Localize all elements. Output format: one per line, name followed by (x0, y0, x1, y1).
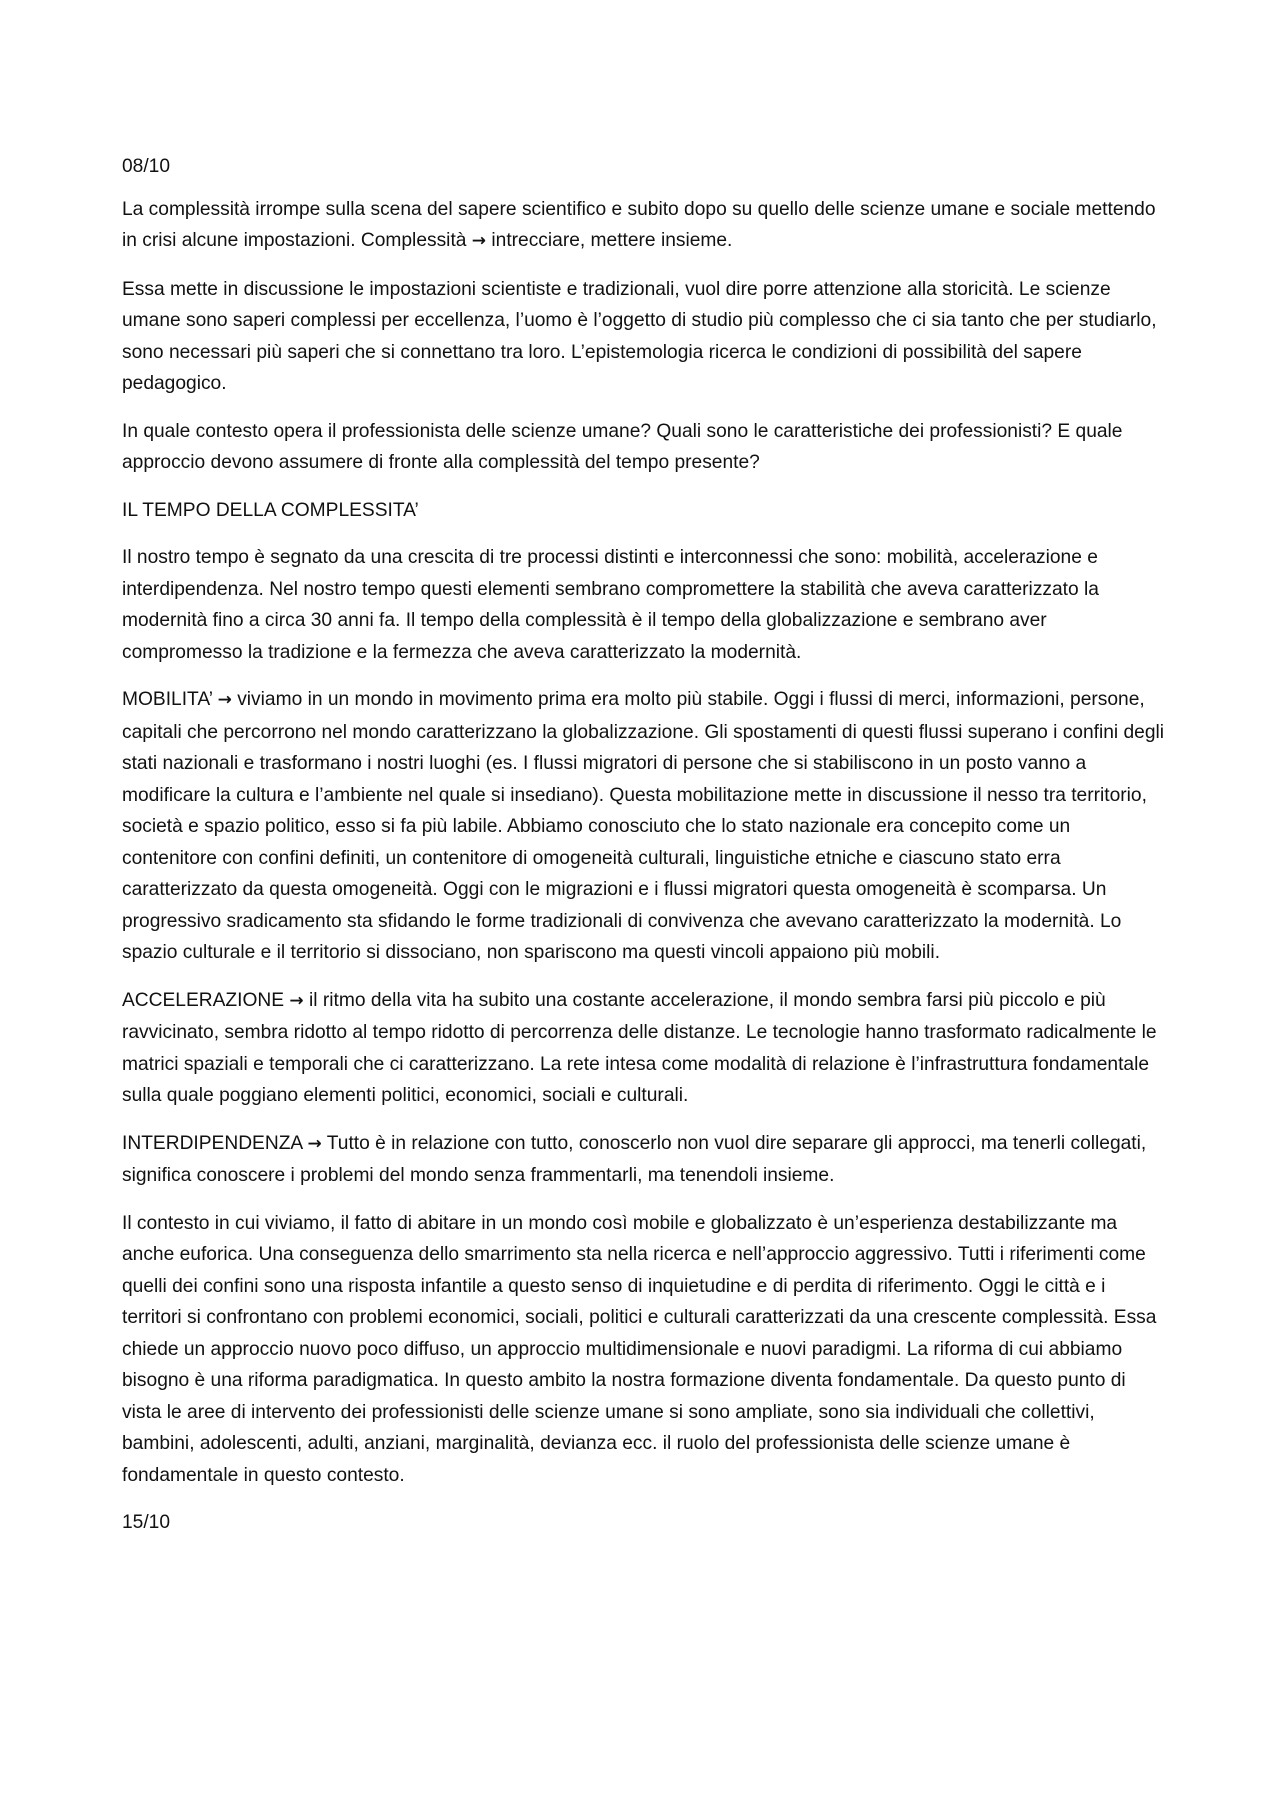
term-mobilita: MOBILITA’ (122, 689, 213, 710)
intro-tail: intrecciare, mettere insieme. (491, 230, 733, 251)
paragraph-essa: Essa mette in discussione le impostazioni scientiste e tradizionali, vuol dire porre attenzione alla storicità. Le scienze umane sono saperi complessi per eccellenza, l’uomo è l’oggetto di studio più complesso che ci sia tanto che per studiarlo, sono necessari più saperi che si connettano tra loro. L’epistemologia ricerca le condizioni di possibilità del sapere pedagogico. (122, 278, 1157, 394)
arrow-icon: → (289, 990, 304, 1011)
arrow-icon: → (217, 690, 232, 710)
term-interdipendenza: INTERDIPENDENZA (122, 1132, 303, 1154)
paragraph-questions: In quale contesto opera il professionista delle scienze umane? Quali sono le caratteristiche dei professionisti? E quale approccio devono assumere di fronte alla complessità del tempo presente? (122, 420, 1123, 473)
arrow-icon: → (307, 1133, 322, 1154)
mobilita-text: viviamo in un mondo in movimento prima era molto più stabile. Oggi i flussi di merci, informazioni, persone, capitali che percorrono nel mondo caratterizzano la globalizzazione. Gli spostamenti di questi flussi superano i confini degli stati nazionali e trasformano i nostri luoghi (es. I flussi migratori di persone che si stabiliscono in un posto vanno a modificare la cultura e l’ambiente nel quale si insediano). Questa mobilitazione mette in discussione il nesso tra territorio, società e spazio politico, esso si fa più labile. Abbiamo conosciuto che lo stato nazionale era concepito come un contenitore con confini definiti, un contenitore di omogeneità culturali, linguistiche etniche e ciascuno stato erra caratterizzato da questa omogeneità. Oggi con le migrazioni e i flussi migratori questa omogeneità è scomparsa. Un progressivo sradicamento sta sfidando le forme tradizionali di convivenza che avevano caratterizzato la modernità. Lo spazio culturale e il territorio si dissociano, non spariscono ma questi vincoli appaiono più mobili. (122, 689, 1165, 963)
paragraph-accelerazione (122, 985, 1168, 1112)
paragraph-intro (122, 194, 1168, 258)
paragraph-interdipendenza (122, 1128, 1168, 1192)
date-heading: 08/10 (122, 156, 171, 177)
paragraph-contesto: Il contesto in cui viviamo, il fatto di abitare in un mondo così mobile e globalizzato è un’esperienza destabilizzante ma anche euforica. Una conseguenza dello smarrimento sta nella ricerca e nell’approccio aggressivo. Tutti i riferimenti come quelli dei confini sono una risposta infantile a questo senso di inquietudine e di perdita di riferimento. Oggi le città e i territori si confrontano con problemi economici, sociali, politici e culturali caratterizzati da una crescente complessità. Essa chiede un approccio nuovo poco diffuso, un approccio multidimensionale e nuovi paradigmi. La riforma di cui abbiamo bisogno è una riforma paradigmatica. In questo ambito la nostra formazione diventa fondamentale. Da questo punto di vista le aree di intervento dei professionisti delle scienze umane si sono ampliate, sono sia individuali che collettivi, bambini, adolescenti, adulti, anziani, marginalità, devianza ecc. il ruolo del professionista delle scienze umane è fondamentale in questo contesto. (122, 1212, 1157, 1486)
arrow-icon: → (471, 231, 487, 251)
section-heading: IL TEMPO DELLA COMPLESSITA’ (122, 499, 419, 521)
paragraph-tempo: Il nostro tempo è segnato da una crescita di tre processi distinti e interconnessi che sono: mobilità, accelerazione e interdipendenza. Nel nostro tempo questi elementi sembrano compromettere la stabilità che aveva caratterizzato la modernità fino a circa 30 anni fa. Il tempo della complessità è il tempo della globalizzazione e sembrano aver compromesso la tradizione e la fermezza che aveva caratterizzato la modernità. (122, 547, 1099, 663)
document-body (122, 151, 1168, 1555)
term-accelerazione: ACCELERAZIONE (122, 989, 285, 1011)
date-heading-2: 15/10 (122, 1512, 171, 1533)
interdipendenza-text: Tutto è in relazione con tutto, conoscerlo non vuol dire separare gli approcci, ma tenerli collegati, significa conoscere i problemi del mondo senza frammentarli, ma tenendoli insieme. (122, 1132, 1147, 1186)
accelerazione-text: il ritmo della vita ha subito una costante accelerazione, il mondo sembra farsi più piccolo e più ravvicinato, sembra ridotto al tempo ridotto di percorrenza delle distanze. Le tecnologie hanno trasformato radicalmente le matrici spaziali e temporali che ci caratterizzano. La rete intesa come modalità di relazione è l’infrastruttura fondamentale sulla quale poggiano elementi politici, economici, sociali e culturali. (122, 989, 1157, 1106)
paragraph-mobilita (122, 684, 1168, 969)
intro-text: La complessità irrompe sulla scena del sapere scientifico e subito dopo su quello delle scienze umane e sociale mettendo in crisi alcune impostazioni. Complessità (122, 198, 1156, 251)
